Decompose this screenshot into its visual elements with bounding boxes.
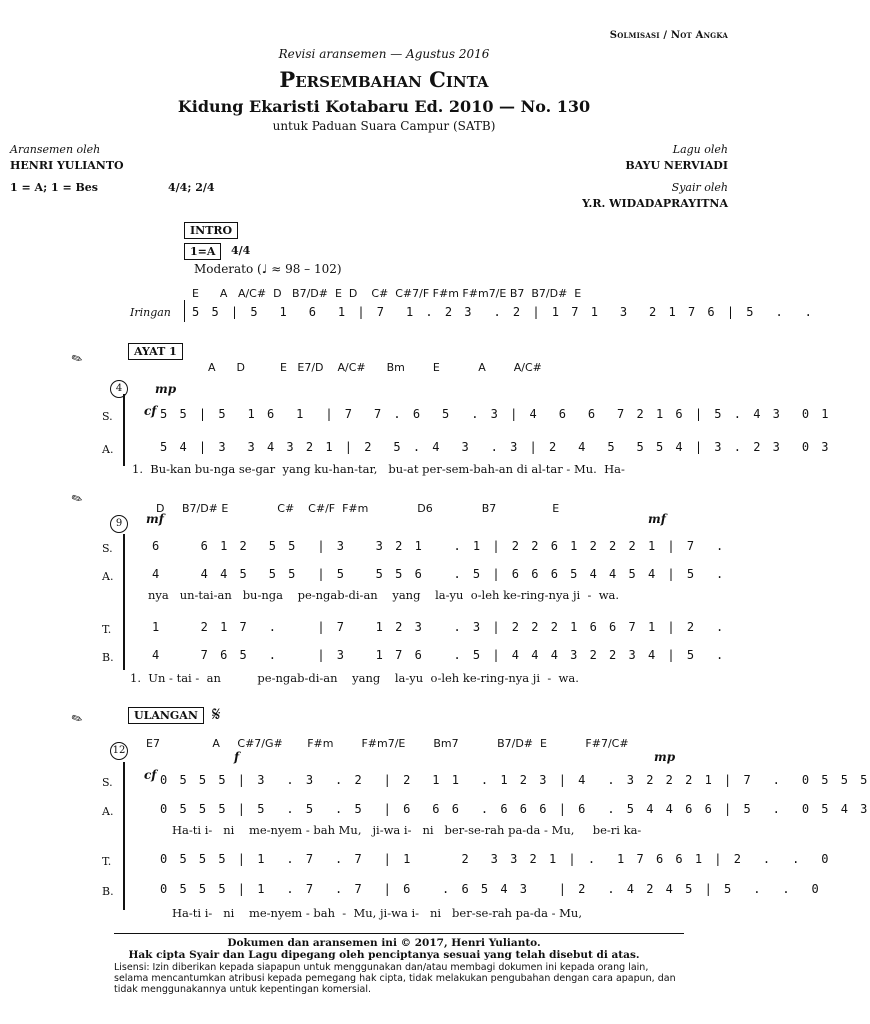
alto-notes-3: 0 5 5 5 | 5 . 5 . 5 | 6 6 6 . 6 6 6 | 6 . 5 4 4 6 6 | 5 . 0 5 4 3 xyxy=(160,802,870,816)
bass-label-3: B. xyxy=(102,885,114,898)
copyright-line: Dokumen dan aransemen ini © 2017, Henri Yulianto. xyxy=(227,937,541,949)
alto-notes-2: 4 4 4 5 5 5 | 5 5 5 6 . 5 | 6 6 6 5 4 4 5 4 | 5 . xyxy=(152,567,726,581)
intro-start-bar xyxy=(184,300,185,322)
category-label: Solmisasi / Not Angka xyxy=(609,30,728,41)
intro-key-box: 1=A xyxy=(184,243,221,260)
soprano-notes-2: 6 6 1 2 5 5 | 3 3 2 1 . 1 | 2 2 6 1 2 2 2 1 | 7 . xyxy=(152,539,726,553)
revision-note: Revisi aransemen — Agustus 2016 xyxy=(278,47,490,61)
dynamic-mp-2: mp xyxy=(654,750,676,764)
ayat-lyrics: 1. Bu-kan bu-nga se-gar yang ku-han-tar, bu-at per-sem-bah-an di al-tar - Mu. Ha- xyxy=(132,462,625,476)
bass-notes-3: 0 5 5 5 | 1 . 7 . 7 | 6 . 6 5 4 3 | 2 . 4 2 4 5 | 5 . . 0 xyxy=(160,882,822,896)
pencil-icon: ✎ xyxy=(69,350,86,369)
pencil-icon-3: ✎ xyxy=(69,710,86,729)
soprano-label-2: S. xyxy=(102,542,113,555)
arranger-name: HENRI YULIANTO xyxy=(10,159,124,172)
dynamic-mp: mp xyxy=(155,382,177,396)
composer-label: Lagu oleh xyxy=(672,143,728,156)
soprano-label-3: S. xyxy=(102,776,113,789)
soprano-label: S. xyxy=(102,410,113,423)
alto-lyrics-2: nya un-tai-an bu-nga pe-ngab-di-an yang la-yu o-leh ke-ring-nya ji - wa. xyxy=(148,588,620,602)
bass-lyrics-3: Ha-ti i- ni me-nyem - bah - Mu, ji-wa i- ni ber-se-rah pa-da - Mu, xyxy=(172,906,582,920)
pencil-icon-2: ✎ xyxy=(69,490,86,509)
dynamic-cf: cf xyxy=(144,404,157,418)
ayat-chords: A D E E7/D A/C# Bm E A A/C# xyxy=(208,361,542,374)
alto-label: A. xyxy=(102,443,114,456)
ayat-box: AYAT 1 xyxy=(128,343,183,360)
tenor-label-2: T. xyxy=(102,623,112,636)
license-text: Lisensi: Izin diberikan kepada siapapun untuk menggunakan dan/atau membagi dokumen ini kepada orang lain, selama mencantumkan atribusi kepada pemegang hak cipta, tidak melakukan pengubahan dengan cara apapun, dan tidak menggunakannya untuk kepentingan komersial. xyxy=(114,962,676,995)
copyright-line-2: Hak cipta Syair dan Lagu dipegang oleh penciptanya sesuai yang telah disebut di atas. xyxy=(128,949,640,961)
tempo-marking: Moderato (♩ ≈ 98 – 102) xyxy=(194,262,342,276)
system-bracket xyxy=(123,394,125,466)
soprano-notes-3: 0 5 5 5 | 3 . 3 . 2 | 2 1 1 . 1 2 3 | 4 . 3 2 2 2 1 | 7 . 0 5 5 5 xyxy=(160,773,870,787)
alto-label-2: A. xyxy=(102,570,114,583)
lyricist-label: Syair oleh xyxy=(671,181,728,194)
dynamic-cf-2: cf xyxy=(144,768,157,782)
ulangan-box: ULANGAN xyxy=(128,707,204,724)
bass-notes-2: 4 7 6 5 . | 3 1 7 6 . 5 | 4 4 4 3 2 2 3 4 | 5 . xyxy=(152,648,726,662)
alto-label-3: A. xyxy=(102,805,114,818)
ulangan-chords: E7 A C#7/G# F#m F#m7/E Bm7 B7/D# E F#7/C# xyxy=(146,737,629,750)
system-bracket-2 xyxy=(123,534,125,670)
system-bracket-3 xyxy=(123,762,125,910)
time-signature: 4/4; 2/4 xyxy=(168,181,215,194)
footer-divider xyxy=(114,933,684,934)
intro-meter: 4/4 xyxy=(231,244,251,257)
dynamic-mf: mf xyxy=(146,512,164,526)
soprano-notes: 5 5 | 5 1 6 1 | 7 7 . 6 5 . 3 | 4 6 6 7 2 1 6 | 5 . 4 3 0 1 xyxy=(160,407,831,421)
tenor-notes-3: 0 5 5 5 | 1 . 7 . 7 | 1 2 3 3 2 1 | . 1 7 6 6 1 | 2 . . 0 xyxy=(160,852,831,866)
lyricist-name: Y.R. WIDADAPRAYITNA xyxy=(582,197,728,210)
page-subtitle: Kidung Ekaristi Kotabaru Ed. 2010 — No. 130 xyxy=(177,97,591,116)
dynamic-f: f xyxy=(234,750,240,764)
bass-lyrics-2: 1. Un - tai - an pe-ngab-di-an yang la-yu o-leh ke-ring-nya ji - wa. xyxy=(130,671,579,685)
measure-number-9: 9 xyxy=(110,515,128,533)
section2-chords: D B7/D# E C# C#/F F#m D6 B7 E xyxy=(156,502,560,515)
bass-label-2: B. xyxy=(102,651,114,664)
page-subtitle-2: untuk Paduan Suara Campur (SATB) xyxy=(272,119,496,133)
intro-box: INTRO xyxy=(184,222,238,239)
composer-name: BAYU NERVIADI xyxy=(625,159,728,172)
page-title: Persembahan Cinta xyxy=(279,67,489,92)
key-signature: 1 = A; 1 = Bes xyxy=(10,181,98,194)
dynamic-mf-2: mf xyxy=(648,512,666,526)
intro-chords: E A A/C# D B7/D# E D C# C#7/F F#m F#m7/E B7 B7/D# E xyxy=(192,287,582,300)
tenor-notes-2: 1 2 1 7 . | 7 1 2 3 . 3 | 2 2 2 1 6 6 7 1 | 2 . xyxy=(152,620,726,634)
intro-notes: 5 5 | 5 1 6 1 | 7 1 . 2 3 . 2 | 1 7 1 3 2 1 7 6 | 5 . . xyxy=(192,305,815,319)
measure-number-12: 12 xyxy=(110,742,128,760)
intro-part-label: Iringan xyxy=(130,306,171,319)
tenor-label-3: T. xyxy=(102,855,112,868)
segno-sign: 𝄋 xyxy=(212,702,221,726)
measure-number-4: 4 xyxy=(110,380,128,398)
alto-lyrics-3: Ha-ti i- ni me-nyem - bah Mu, ji-wa i- ni ber-se-rah pa-da - Mu, be-ri ka- xyxy=(172,823,642,837)
alto-notes: 5 4 | 3 3 4 3 2 1 | 2 5 . 4 3 . 3 | 2 4 5 5 5 4 | 3 . 2 3 0 3 xyxy=(160,440,831,454)
arranger-label: Aransemen oleh xyxy=(10,143,101,156)
